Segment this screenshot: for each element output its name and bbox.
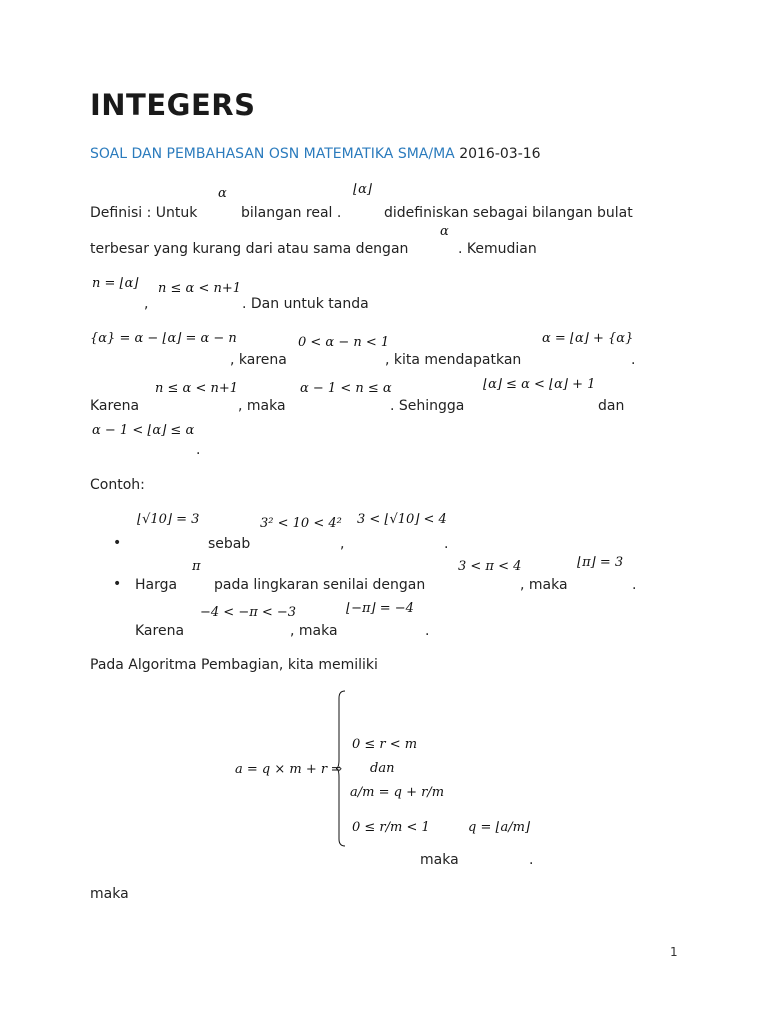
page-number: 1 bbox=[670, 945, 678, 959]
math-ex2-c: −4 < −π < −3 bbox=[200, 605, 297, 620]
text-harga: Harga bbox=[135, 577, 178, 593]
text-sebab: sebab bbox=[208, 536, 251, 552]
math-div-1: 0 ≤ r < m bbox=[352, 737, 418, 752]
math-ex2-a: 3 < π < 4 bbox=[458, 559, 522, 574]
text-pembagian: Pada Algoritma Pembagian, kita memiliki bbox=[90, 657, 378, 673]
math-alpha-minus: α − 1 < n ≤ α bbox=[300, 381, 392, 396]
text-kemudian: . Kemudian bbox=[458, 241, 537, 257]
math-ex1-b: 3² < 10 < 4² bbox=[260, 516, 342, 531]
math-ex2-b: ⌊π⌋ = 3 bbox=[577, 555, 624, 570]
text-b2-dot: . bbox=[632, 577, 637, 593]
math-floor-bound-2: α − 1 < ⌊α⌋ ≤ α bbox=[92, 423, 195, 438]
text-b2-maka: , maka bbox=[520, 577, 568, 593]
math-ex1-c: 3 < ⌊√10⌋ < 4 bbox=[357, 512, 447, 527]
page-title: INTEGERS bbox=[90, 88, 256, 122]
text-terbesar: terbesar yang kurang dari atau sama dengan bbox=[90, 241, 409, 257]
subtitle bbox=[90, 146, 541, 162]
math-div-3: a/m = q + r/m bbox=[350, 785, 445, 800]
text-didefiniskan: didefiniskan sebagai bilangan bulat bbox=[384, 205, 633, 221]
math-div-dan: dan bbox=[370, 761, 395, 776]
text-dan-untuk-tanda: . Dan untuk tanda bbox=[242, 296, 369, 312]
math-n-ineq-2: n ≤ α < n+1 bbox=[155, 381, 239, 396]
text-bilangan-real: bilangan real . bbox=[241, 205, 342, 221]
bullet-1: • bbox=[113, 535, 122, 551]
math-floor-bound: ⌊α⌋ ≤ α < ⌊α⌋ + 1 bbox=[483, 377, 596, 392]
text-b1-dot: . bbox=[444, 536, 449, 552]
math-ex2-d: ⌊−π⌋ = −4 bbox=[346, 601, 414, 616]
text-b1-comma: , bbox=[340, 536, 345, 552]
text-b2-maka-2: , maka bbox=[290, 623, 338, 639]
math-frac-def: {α} = α − ⌊α⌋ = α − n bbox=[90, 331, 237, 346]
text-dot-2: . bbox=[196, 442, 201, 458]
math-floor-alpha: ⌊α⌋ bbox=[353, 182, 372, 197]
text-maka: , maka bbox=[238, 398, 286, 414]
text-b2-dot-2: . bbox=[425, 623, 430, 639]
math-div-q: q = ⌊a/m⌋ bbox=[468, 820, 531, 835]
math-alpha-2: α bbox=[440, 224, 449, 239]
math-div-main: a = q × m + r ⇒ bbox=[235, 762, 343, 777]
text-comma: , bbox=[144, 296, 149, 312]
math-ex1-a: ⌊√10⌋ = 3 bbox=[137, 512, 200, 527]
contoh-heading: Contoh: bbox=[90, 477, 145, 493]
math-alpha-sum: α = ⌊α⌋ + {α} bbox=[542, 331, 634, 346]
text-maka-center-dot: . bbox=[529, 852, 534, 868]
math-pi: π bbox=[192, 559, 201, 574]
subtitle-date: 2016-03-16 bbox=[459, 146, 541, 162]
text-maka-center: maka bbox=[420, 852, 459, 868]
text-sehingga: . Sehingga bbox=[390, 398, 465, 414]
text-maka-end: maka bbox=[90, 886, 129, 902]
text-karena: , karena bbox=[230, 352, 287, 368]
text-kita-mendapatkan: , kita mendapatkan bbox=[385, 352, 522, 368]
text-karena-3: Karena bbox=[135, 623, 185, 639]
text-dot: . bbox=[631, 352, 636, 368]
math-alpha: α bbox=[218, 186, 227, 201]
text-dan: dan bbox=[598, 398, 625, 414]
text-pada-lingkaran: pada lingkaran senilai dengan bbox=[214, 577, 426, 593]
bullet-2: • bbox=[113, 576, 122, 592]
text-karena-2: Karena bbox=[90, 398, 140, 414]
math-div-4: 0 ≤ r/m < 1 bbox=[352, 820, 430, 835]
math-zero-ineq: 0 < α − n < 1 bbox=[298, 335, 390, 350]
text-definisi: Definisi : Untuk bbox=[90, 205, 198, 221]
math-n-eq-floor: n = ⌊α⌋ bbox=[92, 276, 139, 291]
math-n-ineq: n ≤ α < n+1 bbox=[158, 281, 242, 296]
subtitle-link[interactable]: SOAL DAN PEMBAHASAN OSN MATEMATIKA SMA/MA bbox=[90, 146, 455, 162]
